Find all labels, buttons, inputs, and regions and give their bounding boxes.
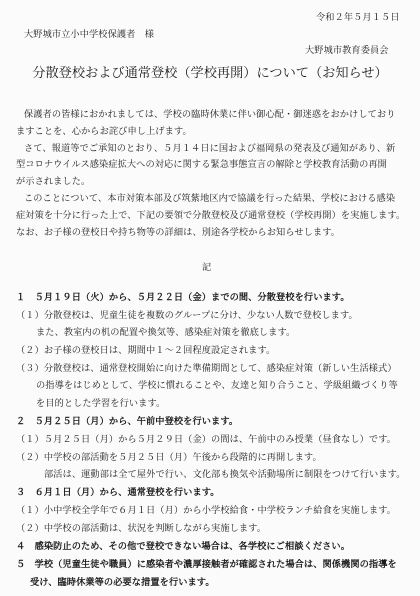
paragraph-line: なお、お子様の登校日や持ち物等の詳細は、別途各学校からお知らせします。 xyxy=(16,227,341,238)
ki-heading: 記 xyxy=(202,262,212,273)
item-line: 部活は、運動部は全て屋外で行い、文化部も換気や活動場所に制限をつけて行います。 xyxy=(44,469,406,480)
item-line: ４ 感染防止のため、その他で登校できない場合は、各学校にご相談ください。 xyxy=(16,541,350,552)
item-line: １ ５月１９日（火）から、５月２２日（金）までの間、分散登校を行います。 xyxy=(16,292,350,303)
item-line: また、教室内の机の配置や換気等、感染症対策を徹底します。 xyxy=(36,327,296,338)
paragraph-line: 症対策を十分に行った上で、下記の要領で分散登校及び通常登校（学校再開）を実施します。 xyxy=(16,210,406,221)
item-line: （１）５月２５日（月）から５月２９日（金）の間は、午前中のみ授業（昼食なし）です。 xyxy=(16,434,397,445)
sender: 大野城市教育委員会 xyxy=(305,45,389,56)
item-line: の指導をはじめとして、学校に慣れることや、友達と知り合うこと、学級組織づくり等 xyxy=(36,380,398,391)
document-date: 令和２年５月１５日 xyxy=(316,12,400,23)
item-line: （１）分散登校は、児童生徒を複数のグループに分け、少ない人数で登校します。 xyxy=(16,310,358,321)
paragraph-line: 型コロナウイルス感染症拡大への対応に関する緊急事態宣言の解除と学校教育活動の再開 xyxy=(16,159,387,170)
paragraph-line: さて、報道等でご承知のとおり、５月１４日に国および福岡県の発表及び通知があり、新 xyxy=(24,143,396,154)
item-line: （２）中学校の部活動は、状況を判断しながら実施します。 xyxy=(16,523,267,534)
item-line: を目的とした学習を行います。 xyxy=(36,398,166,409)
paragraph-line: ますことを、心からお詫び申し上げます。 xyxy=(16,126,192,137)
item-line: （１）小中学校全学年で６月１日（月）から小学校給食・中学校ランチ給食を実施します。 xyxy=(16,505,397,516)
item-line: ２ ５月２５日（月）から、午前中登校を行います。 xyxy=(16,416,239,427)
paragraph-line: このことについて、本市対策本部及び筑紫地区内で協議を行った結果、学校における感染 xyxy=(24,193,396,204)
item-line: （３）分散登校は、通常登校開始に向けた準備期間として、感染症対策（新しい生活様式） xyxy=(16,363,397,374)
item-line: （２）お子様の登校日は、期間中１～２回程度設定されます。 xyxy=(16,345,276,356)
item-line: ５ 学校（児童生徒や職員）に感染者や濃厚接触者が確認された場合は、関係機関の指導を xyxy=(16,559,397,570)
item-line: ３ ６月１日（月）から、通常登校を行います。 xyxy=(16,487,220,498)
item-line: 受け、臨時休業等の必要な措置を行います。 xyxy=(30,577,215,588)
item-line: （２）中学校の部活動を５月２５日（月）午後から段階的に再開します。 xyxy=(16,452,322,463)
document-title: 分散登校および通常登校（学校再開）について（お知らせ） xyxy=(32,66,388,81)
paragraph-line: が示されました。 xyxy=(16,176,91,187)
paragraph-line: 保護者の皆様におかれましては、学校の臨時休業に伴い御心配・御迷惑をおかけしており xyxy=(24,109,396,120)
recipient: 大野城市立小中学校保護者 様 xyxy=(24,29,155,40)
